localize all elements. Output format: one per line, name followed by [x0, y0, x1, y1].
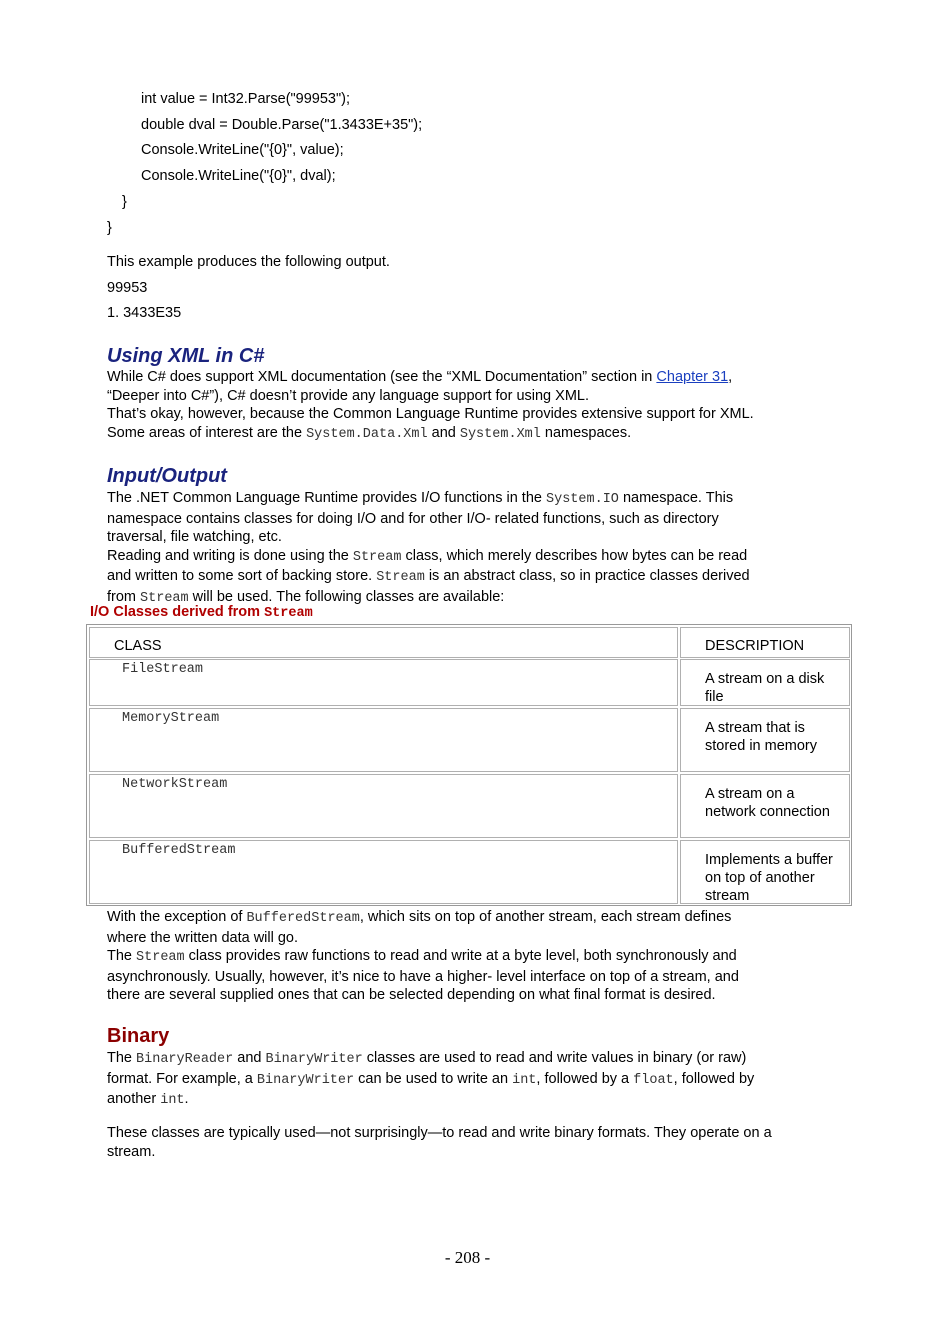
bin-p1-text-i: . — [184, 1091, 189, 1107]
table-row — [680, 774, 850, 838]
io-classes-table — [86, 624, 852, 906]
ns-system-xml: System.Xml — [459, 426, 541, 442]
table-row — [89, 708, 678, 772]
code-stream-4: Stream — [136, 950, 185, 965]
binary-paragraph-1 — [107, 1049, 837, 1111]
code-line-1: int value = Int32.Parse("99953"); — [141, 91, 350, 107]
after-table-paragraph — [107, 908, 837, 1005]
after-p1-text-b: , which sits on top of another stream, each stream defines — [359, 909, 732, 925]
xml-p2-text-c: and — [427, 424, 460, 441]
output-intro: This example produces the following output. — [107, 254, 390, 270]
bin-p1-text-g: , followed by — [673, 1070, 755, 1087]
chapter-31-link[interactable]: Chapter 31 — [656, 369, 729, 385]
after-p2-text-b: class provides raw functions to read and write at a byte level, both synchronously and — [184, 948, 737, 964]
code-inner-close: } — [122, 194, 127, 210]
xml-p2-text-b: Some areas of interest are the — [107, 424, 307, 441]
code-stream-1: Stream — [352, 549, 402, 565]
code-int-2: int — [160, 1093, 185, 1108]
heading-input-output: Input/Output — [107, 465, 227, 487]
code-stream-3: Stream — [140, 590, 189, 606]
io-p2-text-e: from — [107, 588, 141, 605]
table-row — [680, 840, 850, 904]
bin-p1-text-b: and — [233, 1050, 266, 1066]
table-caption-text: I/O Classes derived from — [90, 604, 265, 620]
page-number: - 208 - — [444, 1248, 491, 1267]
table-row — [89, 659, 678, 706]
table-header-description-label: DESCRIPTION — [705, 638, 805, 654]
bin-p1-text-c: classes are used to read and write values in binary (or raw) — [362, 1050, 747, 1066]
binary-paragraph-2 — [107, 1124, 837, 1161]
table-cell-description: A stream that is stored in memory — [705, 720, 818, 754]
table-cell-description: Implements a buffer on top of another stream — [705, 852, 833, 904]
table-row — [680, 659, 850, 706]
code-stream-2: Stream — [376, 570, 425, 585]
bin-p2-text-a: These classes are typically used—not surprisingly—to read and write binary formats. They operate on a — [107, 1125, 772, 1141]
io-paragraph — [107, 489, 837, 608]
output-line-2: 1. 3433E35 — [107, 305, 182, 321]
code-binarywriter-2: BinaryWriter — [256, 1072, 355, 1088]
ns-system-io: System.IO — [546, 492, 619, 507]
heading-binary: Binary — [107, 1025, 170, 1047]
table-cell-class: BufferedStream — [122, 843, 236, 858]
code-bufferedstream: BufferedStream — [246, 911, 360, 926]
after-p2-text-d: there are several supplied ones that can be selected depending on what final format is desired. — [107, 987, 716, 1003]
code-binarywriter: BinaryWriter — [265, 1052, 363, 1067]
io-p2-text-b: class, which merely describes how bytes can be read — [401, 547, 748, 564]
output-line-1: 99953 — [107, 280, 148, 296]
code-float: float — [633, 1072, 674, 1088]
ns-system-data-xml: System.Data.Xml — [306, 426, 428, 442]
io-p2-text-c: and written to some sort of backing store. — [107, 568, 377, 584]
code-line-4: Console.WriteLine("{0}", dval); — [141, 168, 336, 184]
io-p1-text-b: namespace. This — [618, 490, 734, 506]
xml-p1-text-a: While C# does support XML documentation (see the “XML Documentation” section in — [107, 369, 657, 385]
code-int-1: int — [512, 1072, 537, 1088]
table-caption-code: Stream — [264, 606, 313, 621]
bin-p1-text-h: another — [107, 1091, 161, 1107]
table-header-class-label: CLASS — [114, 638, 162, 654]
bin-p2-text-b: stream. — [107, 1143, 156, 1160]
xml-p1-text-c: “Deeper into C#”), C# doesn’t provide any language support for using XML. — [107, 387, 589, 404]
table-caption — [90, 603, 313, 623]
after-p1-text-a: With the exception of — [107, 909, 247, 925]
table-row — [89, 840, 678, 904]
table-row — [89, 774, 678, 838]
code-binaryreader: BinaryReader — [136, 1052, 234, 1067]
code-line-3: Console.WriteLine("{0}", value); — [141, 142, 344, 158]
xml-p1-text-b: , — [728, 369, 733, 385]
table-cell-description: A stream on a network connection — [705, 786, 830, 820]
io-p1-text-a: The .NET Common Language Runtime provides I/O functions in the — [107, 490, 546, 506]
bin-p1-text-f: , followed by a — [536, 1070, 634, 1087]
io-p2-text-d: is an abstract class, so in practice classes derived — [424, 568, 750, 584]
table-cell-description: A stream on a disk file — [705, 671, 825, 705]
xml-paragraph-1 — [107, 368, 837, 444]
table-header-description — [680, 627, 850, 658]
table-header-class — [89, 627, 678, 658]
bin-p1-text-a: The — [107, 1050, 137, 1066]
bin-p1-text-d: format. For example, a — [107, 1070, 257, 1087]
xml-p2-text-a: That’s okay, however, because the Common Language Runtime provides extensive support for XML. — [107, 406, 754, 422]
after-p1-text-c: where the written data will go. — [107, 929, 299, 946]
after-p2-text-a: The — [107, 948, 137, 964]
bin-p1-text-e: can be used to write an — [354, 1070, 513, 1087]
code-outer-close: } — [107, 220, 112, 236]
code-line-2: double dval = Double.Parse("1.3433E+35"); — [141, 117, 423, 133]
io-p2-text-a: Reading and writing is done using the — [107, 547, 353, 564]
io-p2-text-f: will be used. The following classes are available: — [188, 588, 505, 605]
table-cell-class: MemoryStream — [122, 711, 220, 726]
io-p1-text-d: traversal, file watching, etc. — [107, 529, 282, 545]
heading-using-xml: Using XML in C# — [107, 345, 265, 367]
io-p1-text-c: namespace contains classes for doing I/O and for other I/O- related functions, such as directory — [107, 510, 719, 527]
after-p2-text-c: asynchronously. Usually, however, it’s nice to have a higher- level interface on top of a stream, and — [107, 968, 739, 985]
table-row — [680, 708, 850, 772]
table-cell-class: FileStream — [122, 662, 204, 677]
xml-p2-text-d: namespaces. — [540, 424, 632, 441]
table-cell-class: NetworkStream — [122, 777, 228, 792]
